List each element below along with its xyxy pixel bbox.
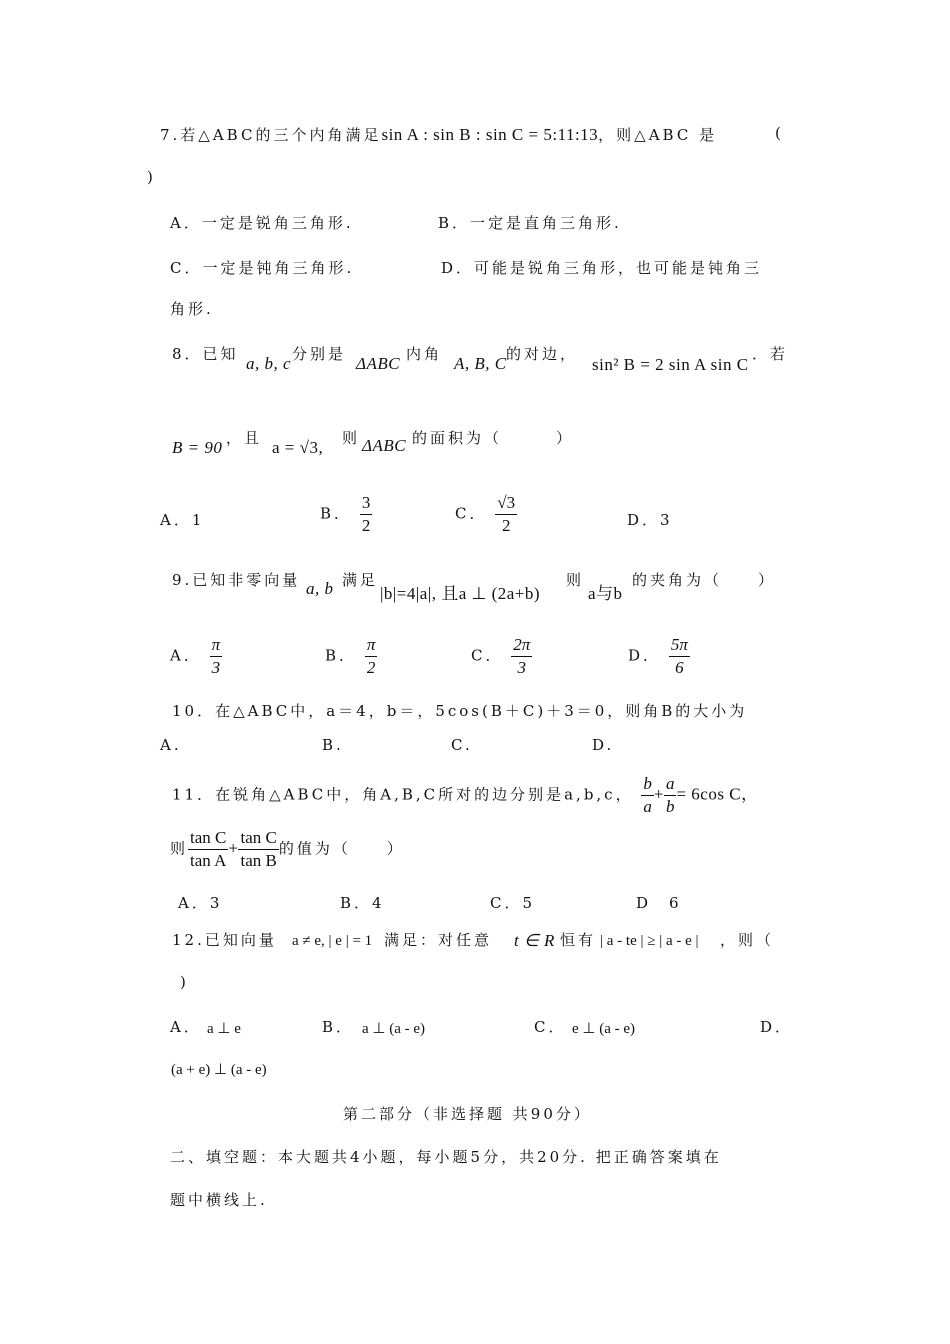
q12-option-a[interactable]	[170, 1016, 202, 1037]
q8-formula: sin² B = 2 sin A sin C	[592, 355, 749, 374]
q11-g1-den: tan A	[190, 851, 227, 870]
q9-option-d[interactable]	[628, 636, 690, 677]
q7-suffix: ，则△ABC 是	[598, 126, 718, 144]
q8-option-a[interactable]: A．1	[160, 511, 205, 529]
q9-option-d-label: D．	[628, 646, 662, 665]
q8-t5: ．若	[752, 345, 789, 363]
q8-t1: 8．已知	[172, 345, 239, 363]
q12-cond: a ≠ e, | e | = 1	[292, 933, 373, 949]
q12-ineq: | a - te | ≥ | a - e |	[600, 933, 699, 949]
q8-t3: 内角	[406, 345, 443, 363]
q8-a-sqrt3: a = √3,	[272, 438, 324, 457]
q8-option-c[interactable]	[455, 494, 517, 535]
q10-option-d[interactable]: D.	[592, 736, 615, 754]
q10-stem: 10．在△ABC中，a＝4，b＝，5cos(B＋C)＋3＝0，则角B的大小为	[172, 702, 748, 720]
q7-paren-close: )	[147, 168, 156, 186]
q9-option-c[interactable]	[471, 636, 532, 677]
q11-stem	[172, 775, 759, 816]
q9-option-b-label: B．	[325, 646, 358, 665]
q8-option-c-den: 2	[501, 516, 511, 535]
q11-f1-num: b	[641, 775, 654, 796]
q12-option-a-label: A．	[170, 1018, 202, 1036]
q7-stem	[160, 124, 717, 145]
section-fill-in: 二、填空题：本大题共4小题，每小题5分，共20分. 把正确答案填在	[170, 1148, 722, 1166]
q8-option-b-den: 2	[361, 516, 371, 535]
q11-plus: +	[653, 784, 664, 804]
q8-option-c-label: C．	[455, 504, 488, 523]
q9-t2: 满足	[342, 571, 379, 589]
q7-option-b[interactable]: B．一定是直角三角形.	[438, 214, 622, 232]
q8-t2: 分别是	[292, 345, 347, 363]
q11-t3: 的值为（ ）	[278, 839, 405, 858]
q11-option-a[interactable]: A．3	[178, 894, 223, 912]
q7-option-d[interactable]: D．可能是锐角三角形，也可能是钝角三	[441, 259, 763, 277]
q8-t7: 则	[342, 429, 361, 447]
q11-g1-num: tan C	[188, 829, 228, 850]
q7-formula: sin A : sin B : sin C = 5:11:13	[381, 125, 599, 144]
q8-option-c-num: √3	[495, 494, 517, 515]
q12-option-d-expr: (a + e) ⊥ (a - e)	[171, 1062, 267, 1078]
q10-option-c[interactable]: C.	[451, 736, 473, 754]
q8-option-b-label: B．	[320, 504, 353, 523]
q12-option-b-label: B．	[322, 1018, 355, 1036]
q8-abc: a, b, c	[246, 354, 292, 373]
q9-option-c-den: 3	[517, 658, 527, 677]
q7-paren-open: (	[775, 124, 784, 142]
q9-t4: 的夹角为（ ）	[632, 571, 777, 589]
q9-option-a-num: π	[210, 636, 223, 657]
q12-t1: 12.已知向量	[172, 931, 277, 949]
q9-ab: a, b	[306, 579, 334, 598]
q9-ayb: a与b	[588, 584, 623, 603]
q9-cond: |b|=4|a|, 且a ⊥ (2a+b)	[380, 584, 541, 603]
q9-option-c-num: 2π	[511, 636, 532, 657]
q9-option-b[interactable]	[325, 636, 377, 677]
q11-fraction-tan-b	[238, 829, 278, 870]
q8-tri2: ΔABC	[362, 436, 407, 455]
q12-option-d-label: D．	[760, 1018, 794, 1036]
q11-option-d[interactable]: D 6	[636, 894, 682, 912]
q11-f1-den: a	[643, 797, 652, 816]
q10-option-a[interactable]: A.	[160, 736, 182, 754]
q9-option-b-num: π	[365, 636, 378, 657]
q12-option-c-expr: e ⊥ (a - e)	[572, 1021, 636, 1037]
q7-option-d-cont: 角形.	[170, 300, 214, 318]
q9-option-b-fraction	[365, 636, 378, 677]
q8-t6: ，且	[226, 429, 263, 447]
q12-option-b[interactable]	[322, 1016, 354, 1037]
part2-heading: 第二部分（非选择题 共90分）	[343, 1105, 592, 1123]
q11-plus-2: +	[228, 838, 239, 858]
q11-eq: = 6cos C，	[676, 784, 759, 804]
q11-t1: 11．在锐角△ABC中，角A,B,C所对的边分别是a,b,c，	[172, 785, 634, 804]
q8-ABC: A, B, C	[454, 354, 507, 373]
q11-ask	[170, 829, 405, 870]
q8-option-b[interactable]	[320, 494, 372, 535]
q7-prefix: 7.若△ABC的三个内角满足	[160, 126, 382, 144]
q9-option-c-label: C．	[471, 646, 504, 665]
q12-option-a-expr: a ⊥ e	[207, 1021, 241, 1037]
q12-option-b-expr: a ⊥ (a - e)	[362, 1021, 426, 1037]
q9-option-c-fraction	[511, 636, 532, 677]
q12-tR: t ∈ R	[514, 931, 555, 950]
q9-option-d-num: 5π	[669, 636, 690, 657]
q11-g2-num: tan C	[238, 829, 278, 850]
q9-option-d-fraction	[669, 636, 690, 677]
q9-t1: 9.已知非零向量	[172, 571, 301, 589]
q11-option-b[interactable]: B．4	[340, 894, 385, 912]
q8-option-b-num: 3	[360, 494, 373, 515]
q8-t8: 的面积为（ ）	[412, 429, 575, 447]
q11-f2-num: a	[664, 775, 677, 796]
q9-option-a-label: A．	[170, 646, 202, 665]
q8-option-b-fraction	[360, 494, 373, 535]
q12-t2: 满足：对任意	[384, 931, 493, 949]
q10-option-b[interactable]: B.	[322, 736, 344, 754]
q9-option-a-fraction	[210, 636, 223, 677]
q12-close: )	[180, 973, 189, 991]
q11-f2-den: b	[665, 797, 675, 816]
q7-option-a[interactable]: A．一定是锐角三角形.	[170, 214, 354, 232]
q11-t2: 则	[170, 839, 189, 858]
q11-fraction-tan-a	[188, 829, 228, 870]
q9-option-d-den: 6	[675, 658, 684, 677]
q11-fraction-ab	[664, 775, 677, 816]
q8-tri: ΔABC	[356, 354, 401, 373]
q8-option-c-fraction	[495, 494, 517, 535]
q8-t4: 的对边，	[506, 345, 579, 363]
q9-t3: 则	[566, 571, 585, 589]
q7-option-c[interactable]: C．一定是钝角三角形.	[170, 259, 355, 277]
q9-option-a-den: 3	[211, 658, 221, 677]
section-fill-in-cont: 题中横线上.	[170, 1191, 268, 1209]
q12-t3: 恒有	[560, 931, 597, 949]
q11-fraction-ba	[641, 775, 654, 816]
q11-g2-den: tan B	[240, 851, 277, 870]
q12-t4: ，则（	[720, 931, 775, 949]
q12-option-c[interactable]	[534, 1016, 566, 1037]
q12-option-c-label: C．	[534, 1018, 567, 1036]
q8-B90: B = 90	[172, 438, 223, 457]
q11-option-c[interactable]: C．5	[490, 894, 536, 912]
q12-option-d[interactable]	[760, 1016, 793, 1037]
q9-option-b-den: 2	[366, 658, 376, 677]
q8-option-d[interactable]: D．3	[627, 511, 673, 529]
q9-option-a[interactable]	[170, 636, 222, 677]
